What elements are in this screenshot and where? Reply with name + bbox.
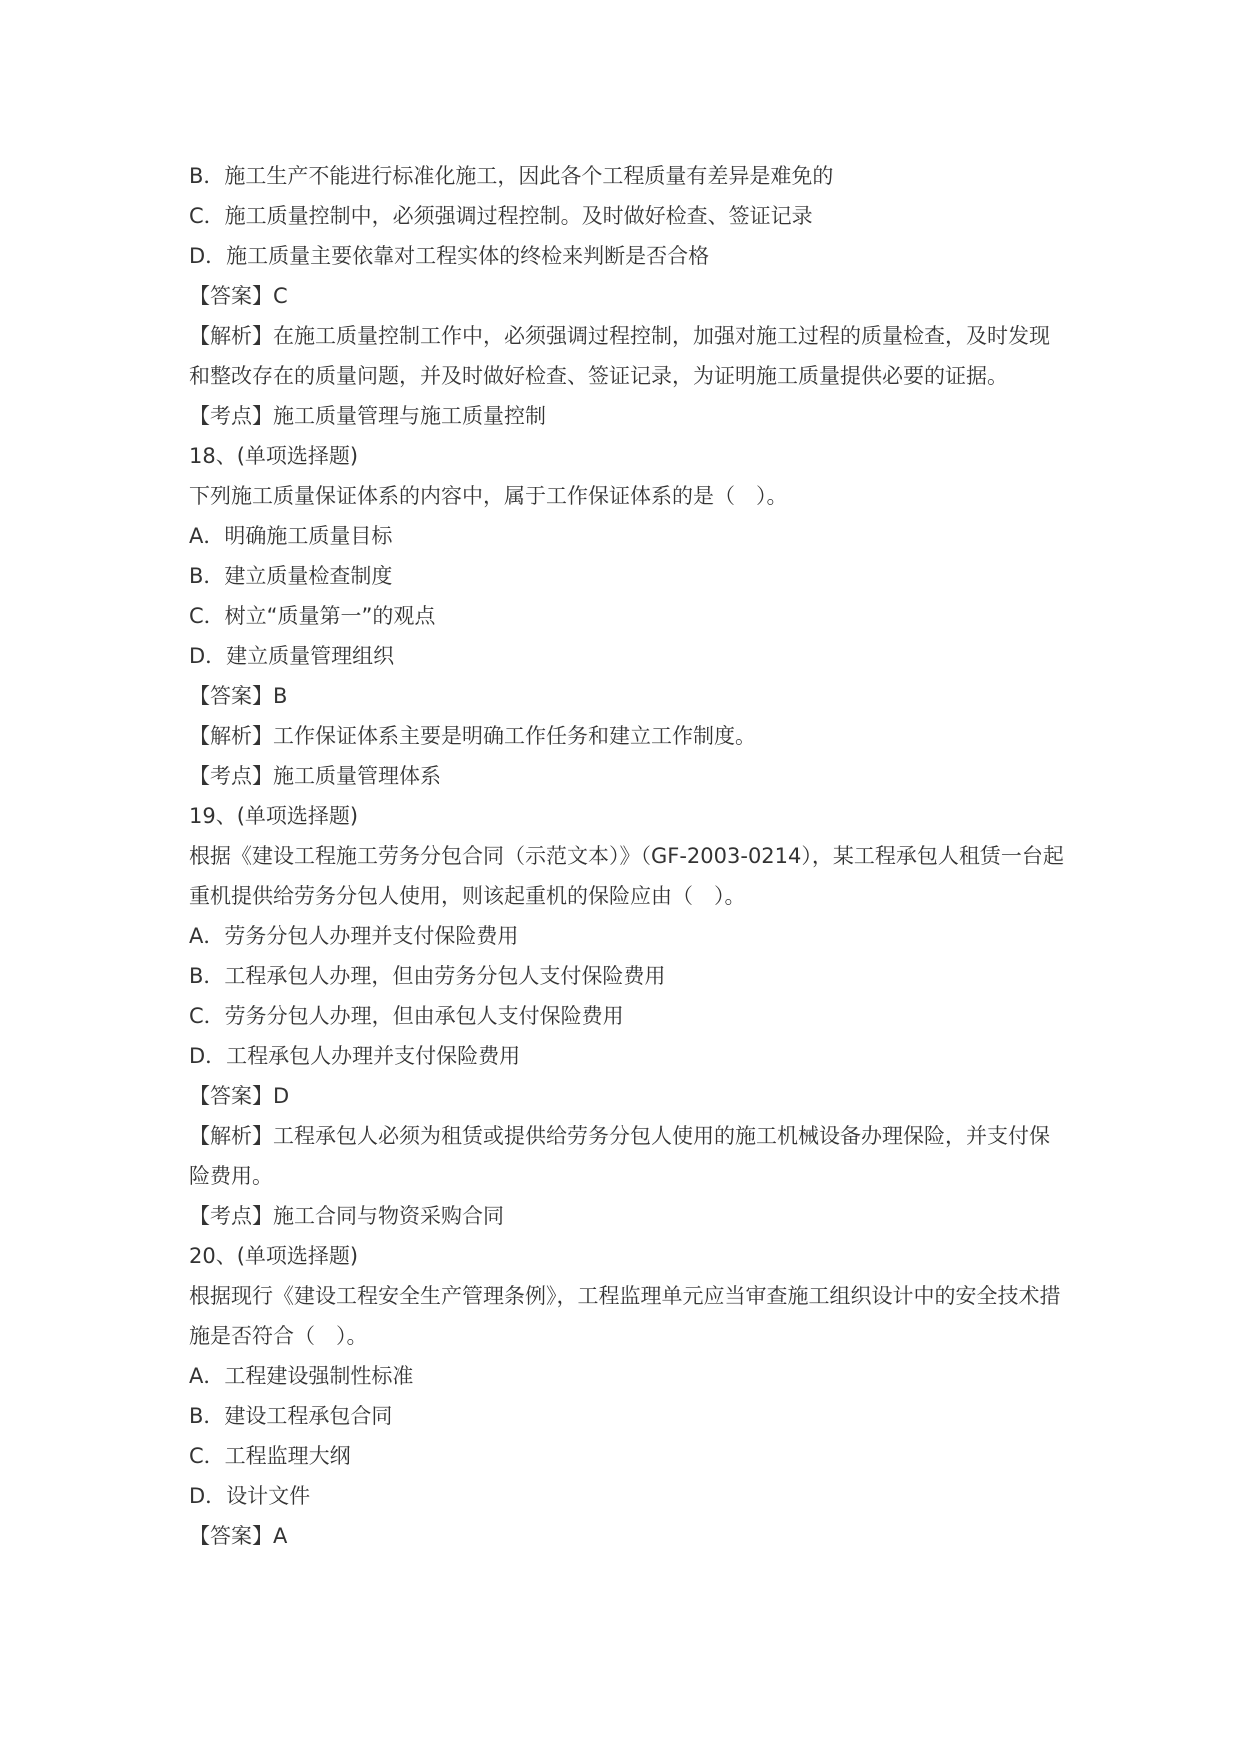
q17-option-c: C．施工质量控制中，必须强调过程控制。及时做好检查、签证记录 — [189, 204, 813, 228]
q20-header: 20、(单项选择题) — [189, 1244, 359, 1268]
q18-stem: 下列施工质量保证体系的内容中，属于工作保证体系的是（ ）。 — [189, 484, 788, 508]
q18-option-d: D．建立质量管理组织 — [189, 644, 395, 668]
q19-option-c: C．劳务分包人办理，但由承包人支付保险费用 — [189, 1004, 624, 1028]
q17-analysis: 【解析】在施工质量控制工作中，必须强调过程控制，加强对施工过程的质量检查，及时发现和整改存在的质量问题，并及时做好检查、签证记录，为证明施工质量提供必要的证据。 — [189, 324, 1050, 388]
q19-point: 【考点】施工合同与物资采购合同 — [189, 1204, 504, 1228]
q19-stem: 根据《建设工程施工劳务分包合同（示范文本）》（GF-2003-0214），某工程承包人租赁一台起重机提供给劳务分包人使用，则该起重机的保险应由（ ）。 — [189, 844, 1064, 908]
document-page — [189, 156, 1069, 1556]
q17-point: 【考点】施工质量管理与施工质量控制 — [189, 404, 546, 428]
q18-answer: 【答案】B — [189, 684, 288, 708]
q18-header: 18、(单项选择题) — [189, 444, 359, 468]
q19-option-a: A．劳务分包人办理并支付保险费用 — [189, 924, 519, 948]
q20-option-d: D．设计文件 — [189, 1484, 311, 1508]
q19-analysis: 【解析】工程承包人必须为租赁或提供给劳务分包人使用的施工机械设备办理保险，并支付保险费用。 — [189, 1124, 1050, 1188]
q20-answer: 【答案】A — [189, 1524, 288, 1548]
q19-header: 19、(单项选择题) — [189, 804, 359, 828]
q19-option-d: D．工程承包人办理并支付保险费用 — [189, 1044, 521, 1068]
q17-option-d: D．施工质量主要依靠对工程实体的终检来判断是否合格 — [189, 244, 710, 268]
q18-option-b: B．建立质量检查制度 — [189, 564, 393, 588]
q20-option-c: C．工程监理大纲 — [189, 1444, 351, 1468]
q18-analysis: 【解析】工作保证体系主要是明确工作任务和建立工作制度。 — [189, 724, 756, 748]
q18-point: 【考点】施工质量管理体系 — [189, 764, 441, 788]
q20-stem: 根据现行《建设工程安全生产管理条例》，工程监理单元应当审查施工组织设计中的安全技术措施是否符合（ ）。 — [189, 1284, 1061, 1348]
q20-option-b: B．建设工程承包合同 — [189, 1404, 393, 1428]
q18-option-c: C．树立“质量第一”的观点 — [189, 604, 436, 628]
q19-answer: 【答案】D — [189, 1084, 290, 1108]
q18-option-a: A．明确施工质量目标 — [189, 524, 393, 548]
q20-option-a: A．工程建设强制性标准 — [189, 1364, 414, 1388]
q19-option-b: B．工程承包人办理，但由劳务分包人支付保险费用 — [189, 964, 666, 988]
q17-answer: 【答案】C — [189, 284, 288, 308]
q17-option-b: B．施工生产不能进行标准化施工，因此各个工程质量有差异是难免的 — [189, 164, 834, 188]
